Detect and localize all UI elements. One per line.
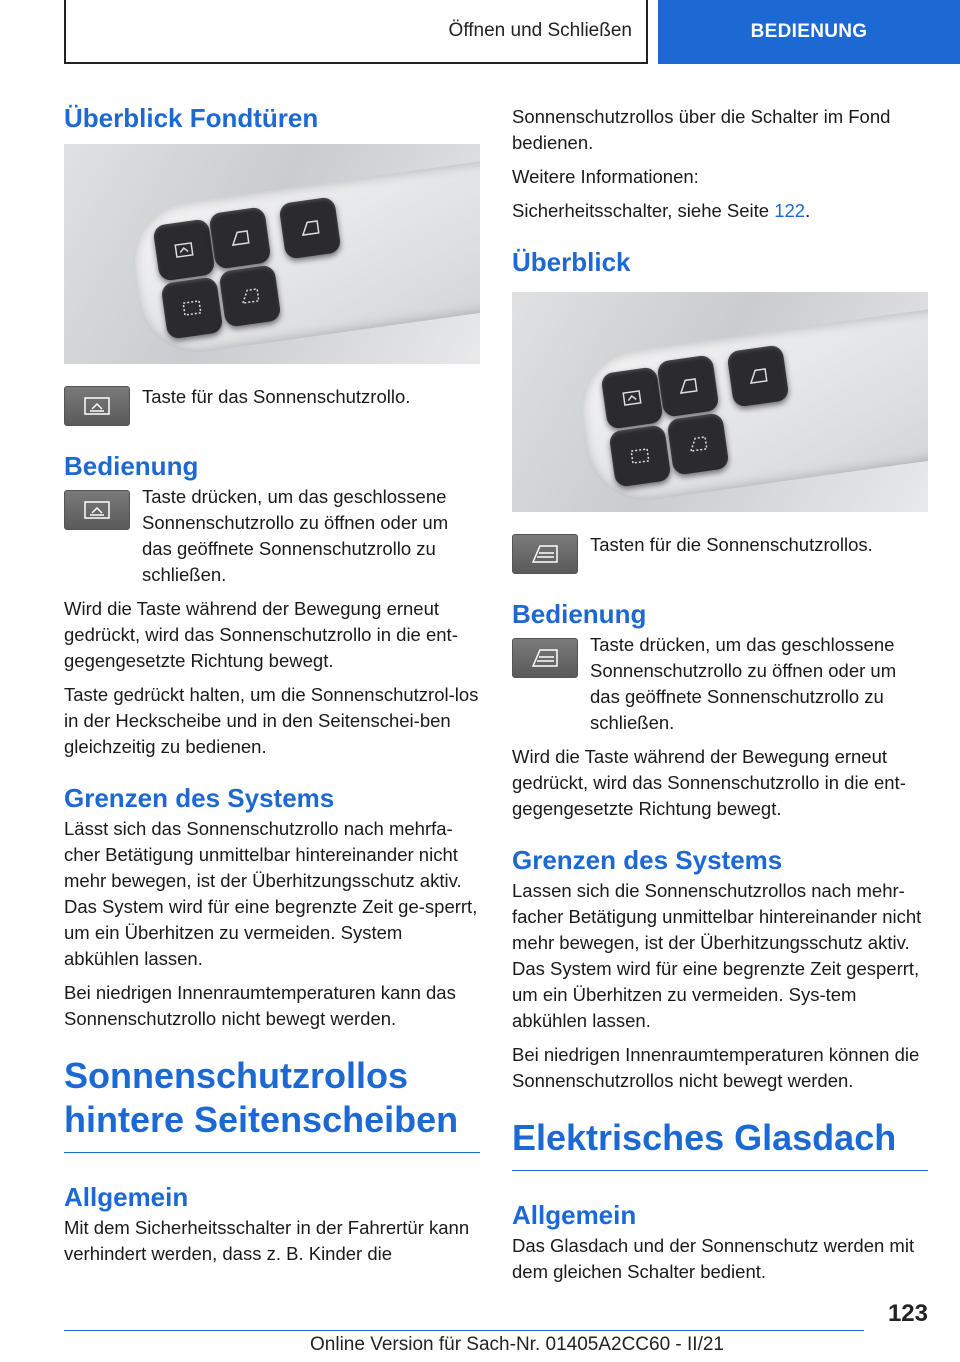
sunshade-icon — [178, 294, 205, 321]
paragraph: Taste drücken, um das geschlossene Sonnenschutzrollo zu öffnen oder um das geöffnete Sonnenschutzrollo zu schließen. — [590, 634, 897, 733]
heading-bedienung: Bedienung — [512, 599, 647, 629]
switch-button-photo — [218, 264, 281, 327]
text: . — [805, 200, 811, 221]
rear-door-switch-photo — [512, 292, 928, 512]
heading-bedienung: Bedienung — [64, 451, 199, 481]
sunshade-button-icon — [64, 386, 130, 426]
paragraph: Wird die Taste während der Bewegung erneut gedrückt, wird das Sonnenschutzrollo in die ent-gegengesetzte Richtung bewegt. — [64, 598, 458, 671]
paragraph: Wird die Taste während der Bewegung erneut gedrückt, wird das Sonnenschutzrollo in die ent-gegengesetzte Richtung bewegt. — [512, 746, 906, 819]
switch-button-photo — [278, 196, 341, 259]
paragraph: Lässt sich das Sonnenschutzrollo nach mehrfa-cher Betätigung unmittelbar hintereinander nicht mehr bewegen, ist der Überhitzungsschutz aktiv. Das System wird für eine begrenzte Zeit ge-sperrt, um ein Überhitzen zu vermeiden. System abkühlen lassen. — [64, 818, 478, 969]
chapter-heading-glasdach: Elektrisches Glasdach — [512, 1117, 897, 1158]
side-sunshade-button-icon — [512, 638, 578, 678]
paragraph: Das Glasdach und der Sonnenschutz werden mit dem gleichen Schalter bedient. — [512, 1235, 915, 1282]
heading-ueberblick-fondtueren: Überblick Fondtüren — [64, 103, 319, 133]
sunshade-icon — [626, 442, 653, 469]
heading-allgemein: Allgemein — [512, 1200, 637, 1230]
paragraph: Sonnenschutzrollos über die Schalter im Fond bedienen. — [512, 106, 891, 153]
icon-caption-row — [512, 532, 928, 574]
switch-button-photo — [666, 412, 729, 475]
paragraph: Bei niedrigen Innenraumtemperaturen kann das Sonnenschutzrollo nicht bewegt werden. — [64, 982, 456, 1029]
section-label: Öffnen und Schließen — [448, 20, 632, 41]
paragraph: Mit dem Sicherheitsschalter in der Fahrertür kann verhindert werden, dass z. B. Kinder die — [64, 1217, 470, 1264]
sunshade-button-icon — [64, 490, 130, 530]
window-up-icon — [170, 236, 197, 263]
header-section-title — [64, 0, 648, 64]
switch-button-photo — [726, 344, 789, 407]
heading-grenzen-des-systems: Grenzen des Systems — [512, 845, 783, 875]
paragraph: Taste drücken, um das geschlossene Sonnenschutzrollo zu öffnen oder um das geöffnete Sonnenschutzrollo zu schließen. — [142, 486, 449, 585]
page-link[interactable]: 122 — [774, 200, 806, 221]
switch-button-photo — [656, 354, 719, 417]
icon-caption: Taste für das Sonnenschutzrollo. — [142, 386, 411, 407]
right-column — [512, 104, 928, 1293]
heading-allgemein: Allgemein — [64, 1182, 189, 1212]
footer-online-version: Online Version für Sach-Nr. 01405A2CC60 - II/21 — [310, 1334, 725, 1355]
left-column — [64, 96, 480, 1275]
page-number: 123 — [887, 1300, 928, 1327]
chapter-heading-wrap — [64, 1054, 480, 1153]
switch-button-photo — [600, 366, 663, 429]
window-up-icon — [618, 384, 645, 411]
sunshade-icon — [236, 282, 263, 309]
paragraph: Weitere Informationen: — [512, 166, 699, 187]
heading-ueberblick: Überblick — [512, 247, 631, 277]
side-sunshade-button-icon — [512, 534, 578, 574]
window-icon — [674, 372, 701, 399]
window-icon — [226, 224, 253, 251]
rear-door-switch-photo — [64, 144, 480, 364]
paragraph-with-link — [512, 198, 928, 224]
chapter-heading-wrap — [512, 1116, 928, 1171]
heading-grenzen-des-systems: Grenzen des Systems — [64, 783, 335, 813]
icon-text-row — [64, 484, 480, 588]
sunshade-icon — [684, 430, 711, 457]
text: Sicherheitsschalter, siehe Seite — [512, 200, 775, 221]
icon-caption-row — [64, 384, 480, 426]
switch-button-photo — [208, 206, 271, 269]
window-icon — [296, 214, 323, 241]
paragraph: Taste gedrückt halten, um die Sonnenschutzrol-los in der Heckscheibe und in den Seitenschei-ben gleichzeitig zu bedienen. — [64, 684, 479, 757]
switch-button-photo — [608, 424, 671, 487]
paragraph: Lassen sich die Sonnenschutzrollos nach mehr-facher Betätigung unmittelbar hintereinander nicht mehr bewegen, ist der Überhitzungsschutz aktiv. Das System wird für eine begrenzte Zeit gesperrt, um ein Überhitzen zu vermeiden. Sys-tem abkühlen lassen. — [512, 880, 922, 1031]
chapter-heading-sonnenschutzrollos: Sonnenschutzrollos hintere Seitenscheiben — [64, 1055, 459, 1140]
icon-caption: Tasten für die Sonnenschutzrollos. — [590, 534, 873, 555]
switch-button-photo — [152, 218, 215, 281]
window-icon — [744, 362, 771, 389]
icon-text-row — [512, 632, 928, 736]
paragraph: Bei niedrigen Innenraumtemperaturen können die Sonnenschutzrollos nicht bewegt werden. — [512, 1044, 920, 1091]
switch-button-photo — [160, 276, 223, 339]
footer-divider — [64, 1330, 864, 1331]
chapter-label: BEDIENUNG — [750, 21, 868, 42]
header-chapter-tab[interactable] — [658, 0, 960, 64]
